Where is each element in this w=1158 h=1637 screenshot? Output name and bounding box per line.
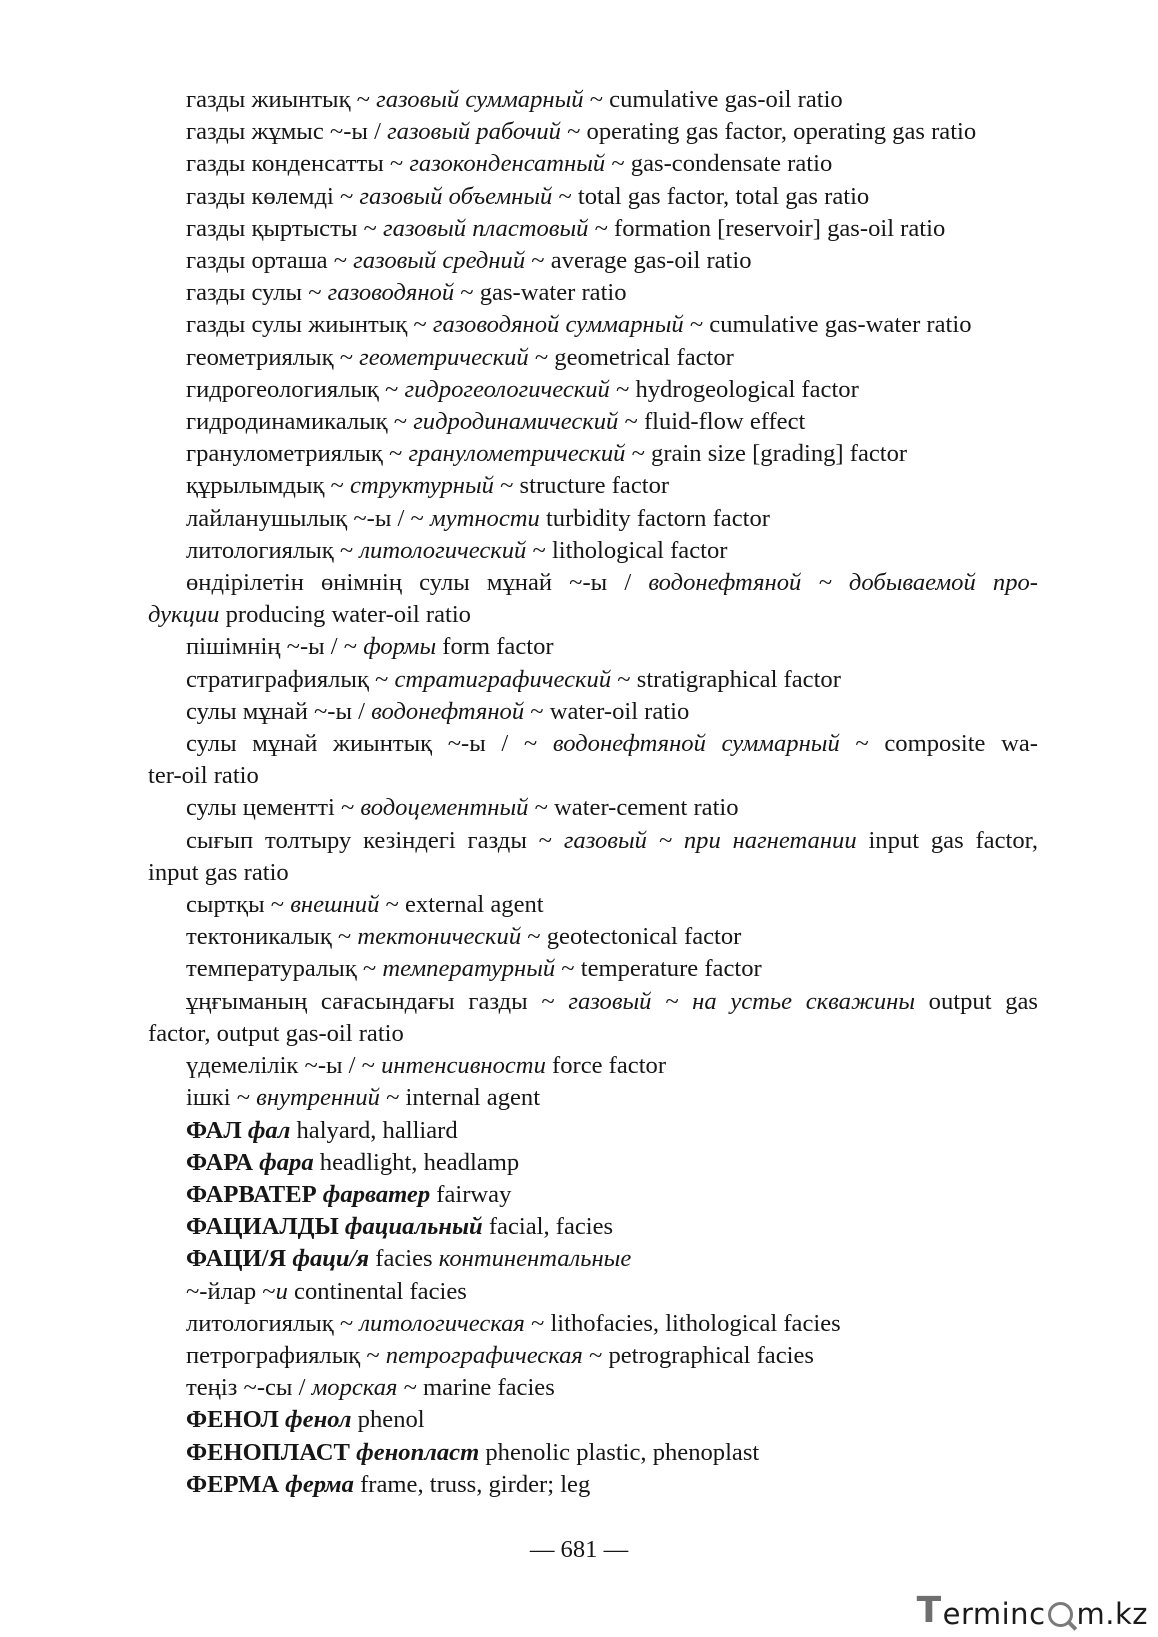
entry-line-continuation: ter-oil ratio [148,762,259,790]
headword-entry: ФАЛ фал halyard, halliard [186,1116,458,1144]
entry-line: ~-йлар ~и continental facies [186,1277,467,1305]
entry-line: гидродинамикалық ~ гидродинамический ~ fluid-flow effect [186,408,806,436]
entry-line: сулы мұнай жиынтық ~-ы / ~ водонефтяной суммарный ~ composite wa- [186,730,1038,758]
entry-line-continuation: input gas ratio [148,858,289,886]
entry-line: тектоникалық ~ тектонический ~ geotectonical factor [186,923,742,951]
entry-line: сығып толтыру кезіндегі газды ~ газовый ~ при нагнетании input gas factor, [186,826,1038,854]
watermark-text: m.kz [1076,1597,1148,1631]
entry-line: ішкі ~ внутренний ~ internal agent [186,1084,541,1112]
entry-line: газды орташа ~ газовый средний ~ average gas-oil ratio [186,247,752,275]
entry-line: гидрогеологиялық ~ гидрогеологический ~ hydrogeological factor [186,375,859,403]
headword-entry: ФЕНОПЛАСТ фенопласт phenolic plastic, phenoplast [186,1438,760,1466]
headword-entry: ФАЦИ/Я фаци/я facies континентальные [186,1245,632,1273]
entry-line: өндірілетін өнімнің сулы мұнай ~-ы / водонефтяной ~ добываемой про- [186,569,1038,597]
entry-line: геометриялық ~ геометрический ~ geometrical factor [186,343,734,371]
page-number: — 681 — [529,1536,629,1563]
entry-line: стратиграфиялық ~ стратиграфический ~ stratigraphical factor [186,665,841,693]
entry-line-continuation: дукции producing water-oil ratio [148,601,471,629]
entry-line: литологиялық ~ литологическая ~ lithofacies, lithological facies [186,1309,841,1337]
headword-entry: ФЕРМА ферма frame, truss, girder; leg [186,1470,591,1498]
entry-line: пішімнің ~-ы / ~ формы form factor [186,633,554,661]
entry-line: литологиялық ~ литологический ~ lithological factor [186,536,728,564]
entry-line: газды конденсатты ~ газоконденсатный ~ gas-condensate ratio [186,150,833,178]
entry-line: газды көлемді ~ газовый объемный ~ total gas factor, total gas ratio [186,182,870,210]
entry-line: газды сулы ~ газоводяной ~ gas-water ratio [186,279,627,307]
entry-line: теңіз ~-сы / морская ~ marine facies [186,1374,555,1402]
headword-entry: ФАРВАТЕР фарватер fairway [186,1180,512,1208]
entry-line: газды жиынтық ~ газовый суммарный ~ cumulative gas-oil ratio [186,86,843,113]
dictionary-entries [148,84,1038,1501]
entry-line: гранулометриялық ~ гранулометрический ~ grain size [grading] factor [186,440,908,468]
entry-line: газды жұмыс ~-ы / газовый рабочий ~ operating gas factor, operating gas ratio [186,118,977,146]
entry-line: сулы цементті ~ водоцементный ~ water-cement ratio [186,794,739,822]
entry-line: ұңғыманың сағасындағы газды ~ газовый ~ на устье скважины output gas [186,987,1038,1015]
entry-line: газды сулы жиынтық ~ газоводяной суммарный ~ cumulative gas-water ratio [186,311,972,339]
watermark-letter: T [916,1590,942,1631]
headword-entry: ФАРА фара headlight, headlamp [186,1148,520,1176]
headword-entry: ФЕНОЛ фенол phenol [186,1406,425,1434]
entry-line: петрографиялық ~ петрографическая ~ petrographical facies [186,1341,814,1369]
entry-line: үдемелілік ~-ы / ~ интенсивности force factor [186,1052,667,1080]
entry-line: температуралық ~ температурный ~ temperature factor [186,955,762,983]
watermark-text: erminc [942,1597,1046,1631]
entry-line: құрылымдық ~ структурный ~ structure factor [186,472,670,500]
entry-line: сыртқы ~ внешний ~ external agent [186,891,544,919]
entry-line-continuation: factor, output gas-oil ratio [148,1019,404,1047]
magnifier-icon [1048,1602,1073,1627]
entry-line: газды қыртысты ~ газовый пластовый ~ formation [reservoir] gas-oil ratio [186,214,946,242]
termincom-watermark [917,1589,1148,1631]
entry-line: лайланушылық ~-ы / ~ мутности turbidity factorn factor [186,504,770,532]
headword-entry: ФАЦИАЛДЫ фациальный facial, facies [186,1213,614,1241]
entry-line: сулы мұнай ~-ы / водонефтяной ~ water-oil ratio [186,697,690,725]
